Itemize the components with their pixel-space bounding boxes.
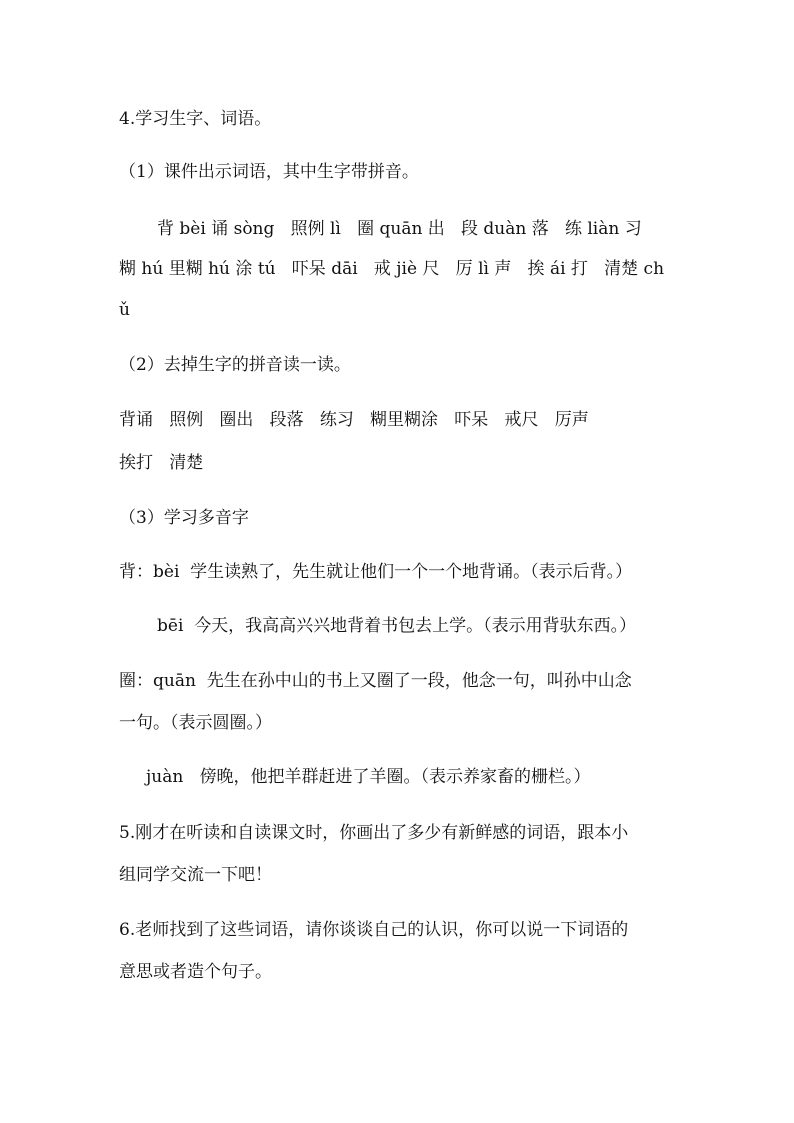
polyphone-juan-line: juàn 傍晚，他把羊群赶进了羊圈。（表示养家畜的栅栏。） [146, 767, 591, 787]
polyphone-bei-line-2: bēi 今天，我高高兴兴地背着书包去上学。（表示用背驮东西。） [157, 616, 637, 636]
section-heading-4: 4.学习生字、词语。 [119, 109, 272, 129]
step-1-heading: （1）课件出示词语，其中生字带拼音。 [119, 162, 419, 182]
section-5-line-1: 5.刚才在听读和自读课文时，你画出了多少有新鲜感的词语，跟本小 [119, 823, 629, 843]
pinyin-word-line-2: 糊 hú 里糊 hú 涂 tú 吓呆 dāi 戒 jiè 尺 厉 lì 声 挨 ái 打 清楚 ch [119, 259, 665, 279]
pinyin-word-line-1: 背 bèi 诵 sòng 照例 lì 圈 quān 出 段 duàn 落 练 liàn 习 [157, 219, 642, 239]
step-3-heading: （3）学习多音字 [119, 508, 249, 528]
word-line-2: 挨打 清楚 [119, 453, 204, 473]
section-6-line-1: 6.老师找到了这些词语，请你谈谈自己的认识，你可以说一下词语的 [119, 920, 629, 940]
pinyin-word-line-3: ǔ [119, 300, 130, 320]
word-line-1: 背诵 照例 圈出 段落 练习 糊里糊涂 吓呆 戒尺 厉声 [119, 410, 589, 430]
polyphone-bei-line-1: 背：bèi 学生读熟了，先生就让他们一个一个地背诵。（表示后背。） [119, 562, 633, 582]
section-6-line-2: 意思或者造个句子。 [119, 962, 272, 982]
step-2-heading: （2）去掉生字的拼音读一读。 [119, 355, 351, 375]
section-5-line-2: 组同学交流一下吧！ [119, 865, 272, 885]
polyphone-quan-line-1: 圈：quān 先生在孙中山的书上又圈了一段，他念一句，叫孙中山念 [119, 671, 632, 691]
polyphone-quan-line-2: 一句。（表示圆圈。） [119, 713, 272, 733]
